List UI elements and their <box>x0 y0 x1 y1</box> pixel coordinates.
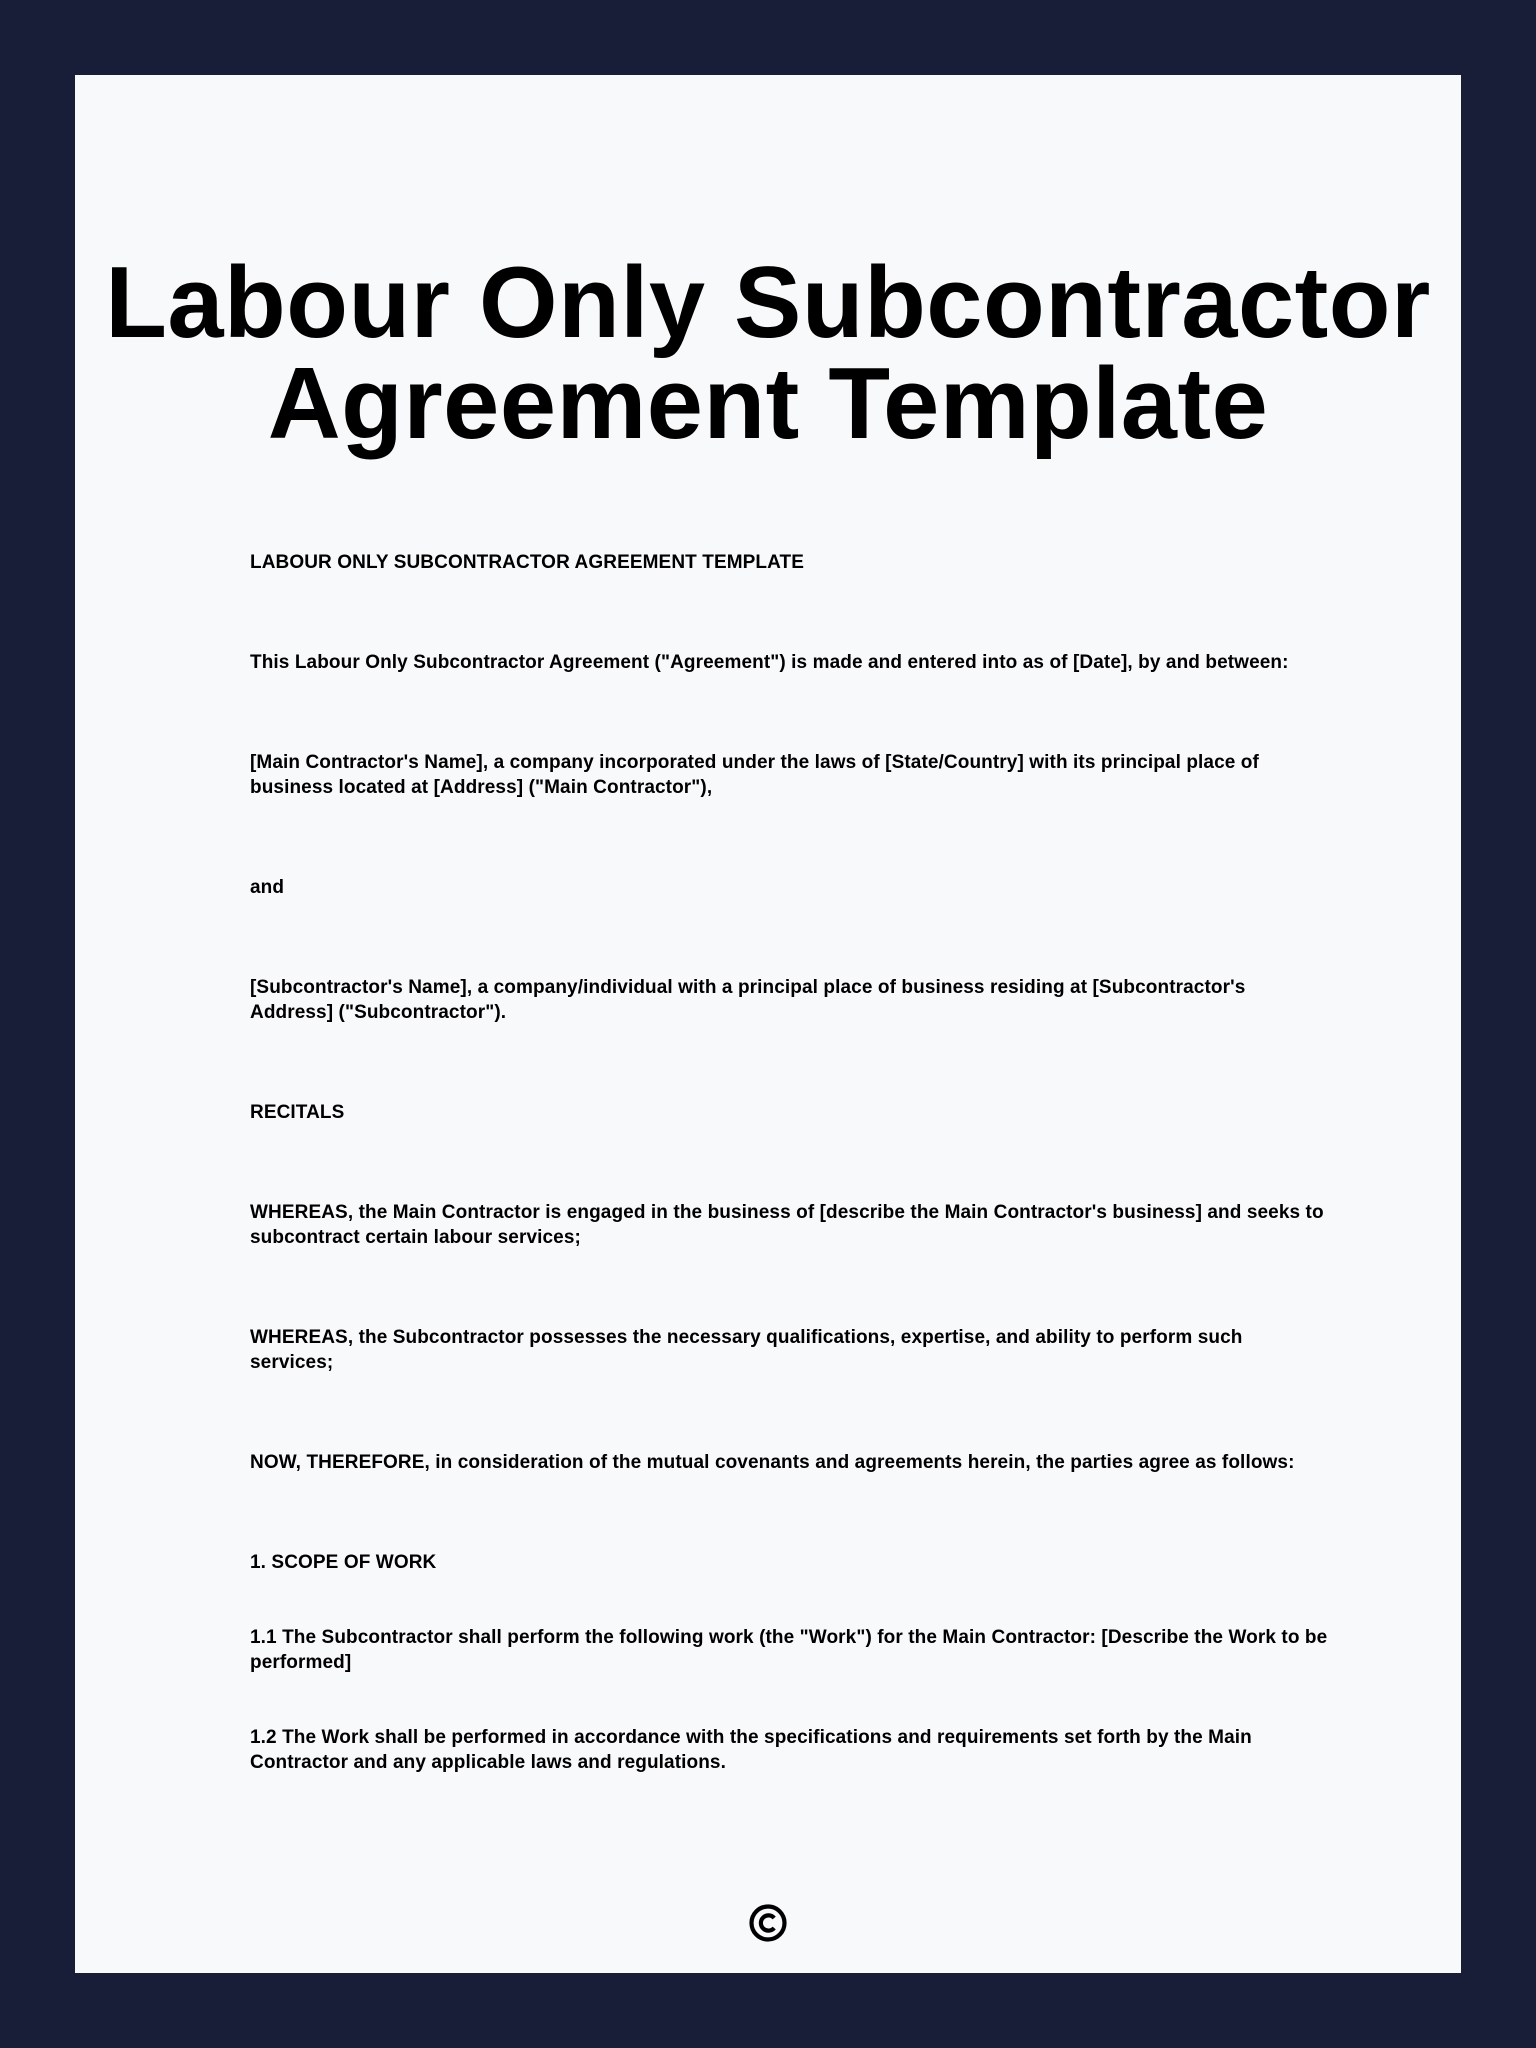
copyright-icon <box>748 1903 788 1943</box>
and-paragraph: and <box>250 877 285 898</box>
document-heading: LABOUR ONLY SUBCONTRACTOR AGREEMENT TEMPLATE <box>250 552 805 573</box>
intro-paragraph: This Labour Only Subcontractor Agreement ("Agreement") is made and entered into as of [Date], by and between: <box>250 652 1289 673</box>
whereas-paragraph-1: WHEREAS, the Main Contractor is engaged in the business of [describe the Main Contractor's business] and seeks to subcontract certain labour services; <box>250 1202 1324 1248</box>
subcontractor-paragraph: [Subcontractor's Name], a company/individual with a principal place of business residing at [Subcontractor's Address] ("Subcontractor"). <box>250 977 1246 1023</box>
section-heading-scope: 1. SCOPE OF WORK <box>250 1552 437 1573</box>
therefore-paragraph: NOW, THEREFORE, in consideration of the mutual covenants and agreements herein, the parties agree as follows: <box>250 1452 1295 1473</box>
document-page <box>75 75 1461 1973</box>
whereas-paragraph-2: WHEREAS, the Subcontractor possesses the necessary qualifications, expertise, and ability to perform such services; <box>250 1327 1243 1373</box>
recitals-heading: RECITALS <box>250 1102 345 1123</box>
document-body <box>250 550 1350 1775</box>
main-contractor-paragraph: [Main Contractor's Name], a company incorporated under the laws of [State/Country] with its principal place of business located at [Address] ("Main Contractor"), <box>250 752 1259 798</box>
page-title: Labour Only Subcontractor Agreement Template <box>105 247 1431 460</box>
clause-1-1: 1.1 The Subcontractor shall perform the following work (the "Work") for the Main Contractor: [Describe the Work to be performed] <box>250 1627 1328 1673</box>
clause-1-2: 1.2 The Work shall be performed in accordance with the specifications and requirements set forth by the Main Contractor and any applicable laws and regulations. <box>250 1727 1252 1773</box>
copyright-footer <box>75 1903 1461 1948</box>
